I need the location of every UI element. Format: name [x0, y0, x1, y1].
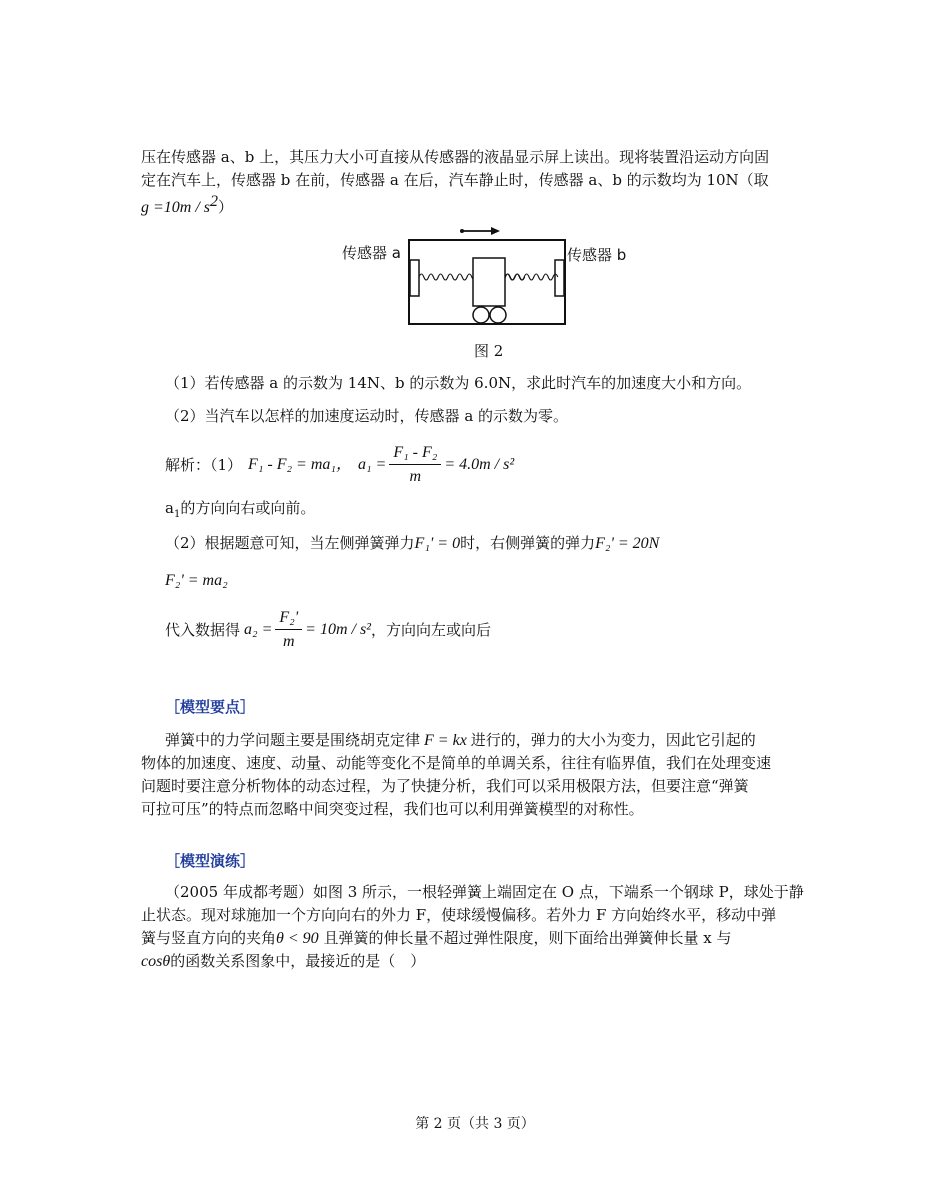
motion-direction-arrow [460, 227, 500, 235]
fraction-numerator: F₁ - F₂ [389, 442, 441, 465]
acceleration-a2-value: = 10m / s² [305, 621, 371, 638]
figure-caption: 图 2 [474, 342, 504, 360]
sensor-b-plate [555, 260, 564, 296]
model-points-text-a: 弹簧中的力学问题主要是围绕胡克定律 [165, 731, 421, 749]
mass-block [473, 258, 505, 306]
sensor-apparatus-figure [338, 222, 638, 330]
acceleration-a2-lhs: a₂ = [244, 621, 273, 638]
angle-condition: θ < 90 [276, 930, 319, 947]
practice-line-3-text-b: 且弹簧的伸长量不超过弹性限度，则下面给出弹簧伸长量 x 与 [318, 929, 732, 947]
question-1: （1）若传感器 a 的示数为 14N、b 的示数为 6.0N，求此时汽车的加速度大小和方向。 [165, 374, 752, 392]
intro-line-2: 定在汽车上，传感器 b 在前，传感器 a 在后，汽车静止时，传感器 a、b 的示数均为 10N（取 [141, 171, 769, 189]
practice-line-2: 止状态。现对球施加一个方向向右的外力 F，使球缓慢偏移。若外力 F 方向始终水平，移动中弹 [141, 906, 777, 924]
practice-line-3-text-a: 簧与竖直方向的夹角 [141, 929, 277, 947]
practice-line-4 [141, 950, 425, 973]
newton-equation-1: F₁ - F₂ = ma₁， [248, 456, 352, 473]
model-points-line-3: 问题时要注意分析物体的动态过程，为了快捷分析，我们可以采用极限方法，但要注意“弹簧 [141, 777, 749, 795]
intro-line-3 [141, 191, 233, 219]
right-spring [505, 274, 558, 280]
acceleration-a1-value: = 4.0m / s² [444, 456, 515, 473]
intro-line-1: 压在传感器 a、b 上，其压力大小可直接从传感器的液晶显示屏上读出。现将装置沿运动方向固 [141, 148, 770, 166]
practice-line-3 [141, 927, 731, 950]
part2-text-a: （2）根据题意可知，当左侧弹簧弹力 [165, 534, 415, 552]
a1-symbol: a [165, 499, 174, 517]
sensor-a-plate [410, 260, 419, 296]
fraction-denominator: m [409, 467, 422, 485]
model-points-text-b: 进行的，弹力的大小为变力，因此它引起的 [470, 731, 756, 749]
cos-theta: cosθ [141, 953, 171, 970]
practice-line-1: （2005 年成都考题）如图 3 所示，一根轻弹簧上端固定在 O 点，下端系一个钢球 P，球处于静 [165, 883, 804, 901]
model-points-heading: ［模型要点］ [165, 698, 256, 716]
solution-label: 解析：（1） [165, 456, 243, 474]
a1-direction-text: 的方向向右或向前。 [180, 499, 316, 517]
a2-direction-text: ，方向向左或向后 [370, 621, 491, 639]
acceleration-a1-fraction [389, 442, 441, 489]
fraction-denominator: m [282, 632, 295, 650]
gravity-exponent: 2 [210, 193, 219, 210]
page-footer: 第 2 页（共 3 页） [415, 1116, 535, 1132]
solution-part-2 [165, 532, 659, 555]
sensor-a-label: 传感器 a [342, 244, 401, 262]
gravity-formula: g =10m / s [141, 199, 211, 216]
newton-equation-2: F₂' = ma₂ [165, 572, 228, 589]
model-practice-heading: ［模型演练］ [165, 852, 256, 870]
substitute-text: 代入数据得 [165, 621, 241, 639]
left-spring-force: F₁' = 0 [414, 535, 461, 552]
model-points-line-2: 物体的加速度、速度、动量、动能等变化不是简单的单调关系，往往有临界值，我们在处理变速 [141, 754, 772, 772]
practice-line-4-text: 的函数关系图象中，最接近的是（ ） [170, 952, 426, 970]
solution-equation-3 [165, 569, 228, 592]
part2-text-b: 时，右侧弹簧的弹力 [460, 534, 596, 552]
hooke-law-formula: F = kx [424, 732, 467, 749]
fraction-numerator: F₂' [275, 607, 302, 630]
a1-subscript: 1 [173, 509, 181, 520]
intro-line-3-tail: ） [218, 198, 234, 216]
acceleration-a2-fraction [275, 607, 302, 654]
right-spring-force: F₂' = 20N [595, 535, 660, 552]
acceleration-a1-lhs: a₁ = [357, 456, 387, 473]
solution-line-1 [165, 440, 514, 490]
sensor-b-label: 传感器 b [567, 246, 627, 264]
solution-line-4 [165, 605, 491, 655]
model-points-line-1 [165, 729, 756, 752]
question-2: （2）当汽车以怎样的加速度运动时，传感器 a 的示数为零。 [165, 407, 569, 425]
direction-line-1 [165, 497, 315, 526]
model-points-line-4: 可拉可压”的特点而忽略中间突变过程，我们也可以利用弹簧模型的对称性。 [141, 800, 644, 818]
right-wheel [490, 307, 506, 323]
left-wheel [473, 307, 489, 323]
